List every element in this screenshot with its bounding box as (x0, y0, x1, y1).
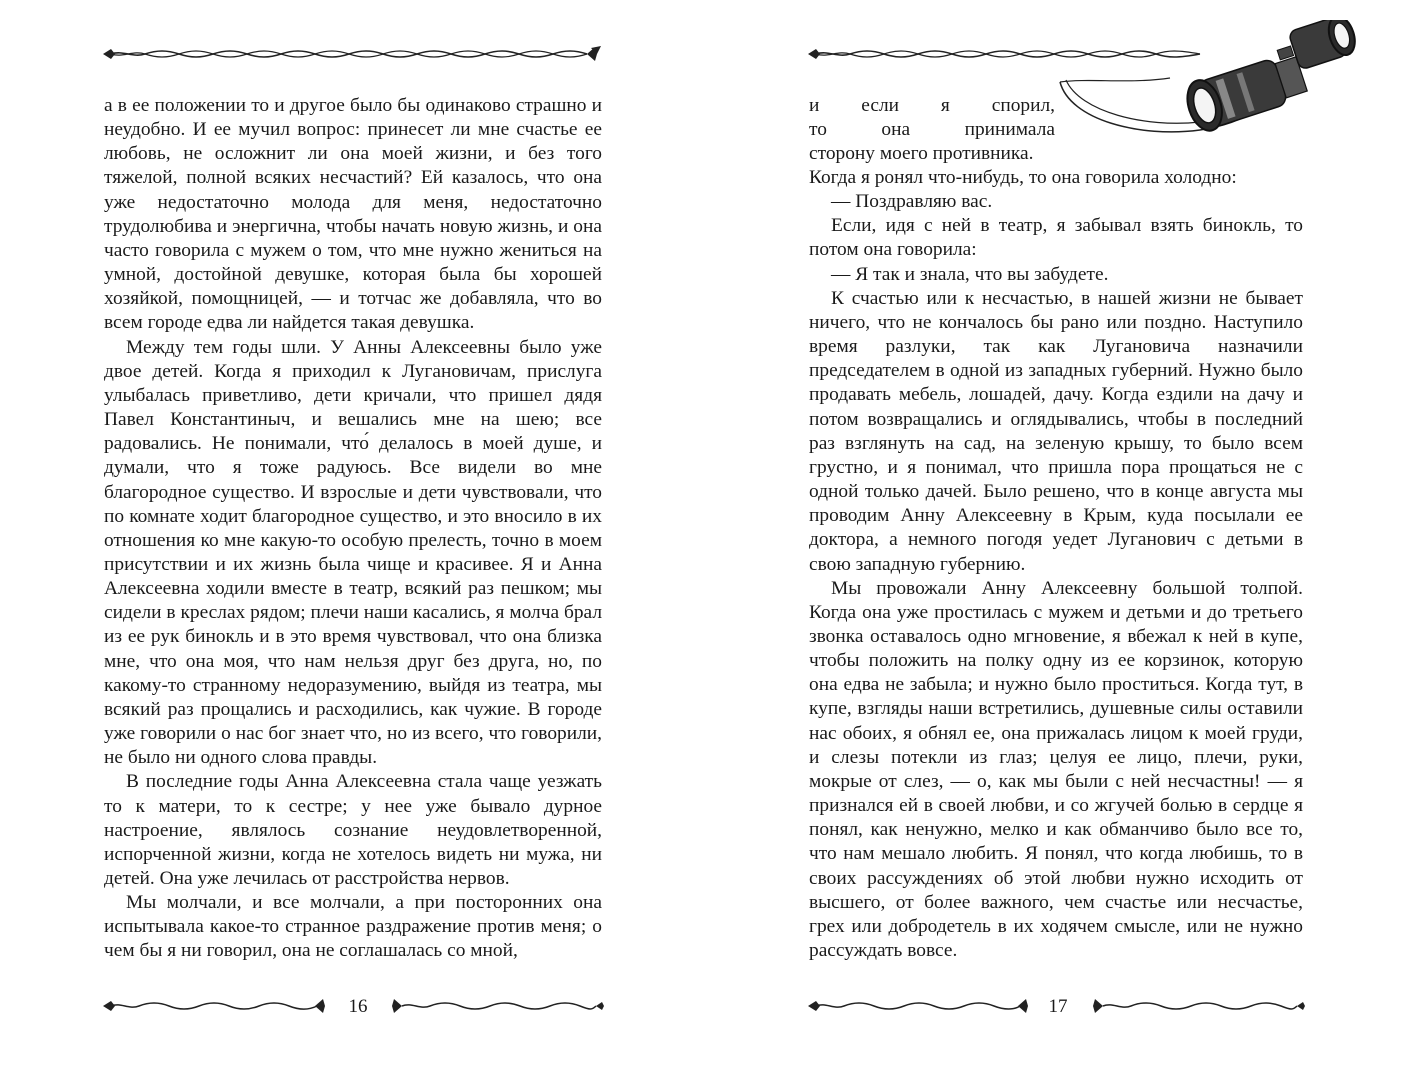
page-number: 16 (348, 996, 368, 1017)
page-number: 17 (1048, 996, 1068, 1017)
paragraph: Мы молчали, и все молчали, а при посторонних она испытывала какое-то странное раздражение против меня; о чем бы я ни говорил, она не соглашалась со мной, (104, 892, 602, 962)
paragraph: В последние годы Анна Алексеевна стала чаще уезжать то к матери, то к сестре; у нее уже бывало дурное настроение, являлось сознание неудовлетворенной, испорченной жизни, когда не хотелось видеть ни мужа, ни детей. Она уже лечилась от расстройства нервов. (104, 771, 602, 889)
left-page (0, 0, 700, 1080)
paragraph: Если, идя с ней в театр, я забывал взять бинокль, то потом она говорила: (809, 215, 1303, 261)
left-body-text (104, 94, 602, 964)
paragraph: а в ее положении то и другое было бы одинаково страшно и неудобно. И ее мучил вопрос: принесет ли мне счастье ее любовь, не осложнит ли она моей жизни, и без того тяжелой, полной всяких несчастий? Ей казалось, что она уже недостаточно молода для меня, недостаточно трудолюбива и энергична, чтобы начать новую жизнь, и она часто говорила с мужем о том, что мне нужно жениться на умной, достойной девушке, которая была бы хорошей хозяйкой, помощницей, — и тотчас же добавляла, что во всем городе едва ли найдется такая девушка. (104, 95, 602, 334)
paragraph: Между тем годы шли. У Анны Алексеевны было уже двое детей. Когда я приходил к Лугановичам, прислуга улыбалась приветливо, дети кричали, что пришел дядя Павел Константиныч, и вешались мне на шею; все радовались. Не понимали, что́ делалось в моей душе, и думали, что я тоже радуюсь. Все видели во мне благородное существо. И взрослые и дети чувствовали, что по комнате ходит благородное существо, и это вносило в их отношения ко мне какую-то особую прелесть, точно в моем присутствии и их жизнь была чище и красивее. Я и Анна Алексеевна ходили вместе в театр, всякий раз пешком; мы сидели в креслах рядом; плечи наши касались, я молча брал из ее рук бинокль и в это время чувствовал, что она близка мне, что она моя, что нам нельзя друг без друга, но, по какому-то странному недоразумению, выйдя из театра, мы всякий раз прощались и расходились, как чужие. В городе уже говорили о нас бог знает что, но из всего, что говорили, не было ни одного слова правды. (104, 336, 602, 769)
paragraph: — Поздравляю вас. (831, 191, 993, 213)
right-page (705, 0, 1405, 1080)
paragraph: Когда я ронял что-нибудь, то она говорила холодно: (809, 167, 1237, 188)
notch-line: сторону моего противника. (809, 143, 1034, 165)
right-body-text (809, 166, 1303, 963)
paragraph: — Я так и знала, что вы забудете. (831, 263, 1109, 285)
top-ornament-rule (103, 44, 603, 64)
paragraph: К счастью или к несчастью, в нашей жизни не бывает ничего, что не кончалось бы рано или поздно. Наступило время разлуки, так как Лугановича назначили председателем в одной из западных губерний. Нужно было продавать мебель, лошадей, дачу. Когда ездили на дачу и потом возвращались и оглядывались, чтобы в последний раз взглянуть на сад, на зеленую крышу, то было всем грустно, и я понимал, что пришла пора прощаться не с одной только дачей. Было решено, что в конце августа мы проводим Анну Алексеевну в Крым, куда посылали ее доктора, а немного погодя уедет Луганович с детьми в свою западную губернию. (809, 287, 1303, 575)
bottom-ornament-rule-right (392, 996, 604, 1016)
bottom-ornament-rule-left (808, 996, 1030, 1016)
bottom-ornament-rule-right (1093, 996, 1305, 1016)
notch-line: и если я спорил, (809, 95, 1055, 116)
notch-line: то она принимала (809, 119, 1055, 141)
bottom-ornament-rule-left (103, 996, 328, 1016)
binoculars-icon (1050, 20, 1370, 145)
notched-text-block (809, 94, 1055, 166)
paragraph: Мы провожали Анну Алексеевну большой толпой. Когда она уже простилась с мужем и детьми и до третьего звонка оставалось одно мгновение, я вбежал к ней в купе, чтобы положить на полку одну из ее корзинок, которую она едва не забыла; и нужно было проститься. Когда тут, в купе, взгляды наши встретились, душевные силы оставили нас обоих, я обнял ее, она прижалась лицом к моей груди, и слезы потекли из глаз; целуя ее лицо, плечи, руки, мокрые от слез, — о, как мы были с ней несчастны! — я признался ей в своей любви, и со жгучей болью в сердце я понял, как ненужно, мелко и как обманчиво было все то, что нам мешало любить. Я понял, что когда любишь, то в своих рассуждениях об этой любви нужно исходить от высшего, от более важного, чем счастье или несчастье, грех или добродетель в их ходячем смысле, или не нужно рассуждать вовсе. (809, 577, 1303, 961)
